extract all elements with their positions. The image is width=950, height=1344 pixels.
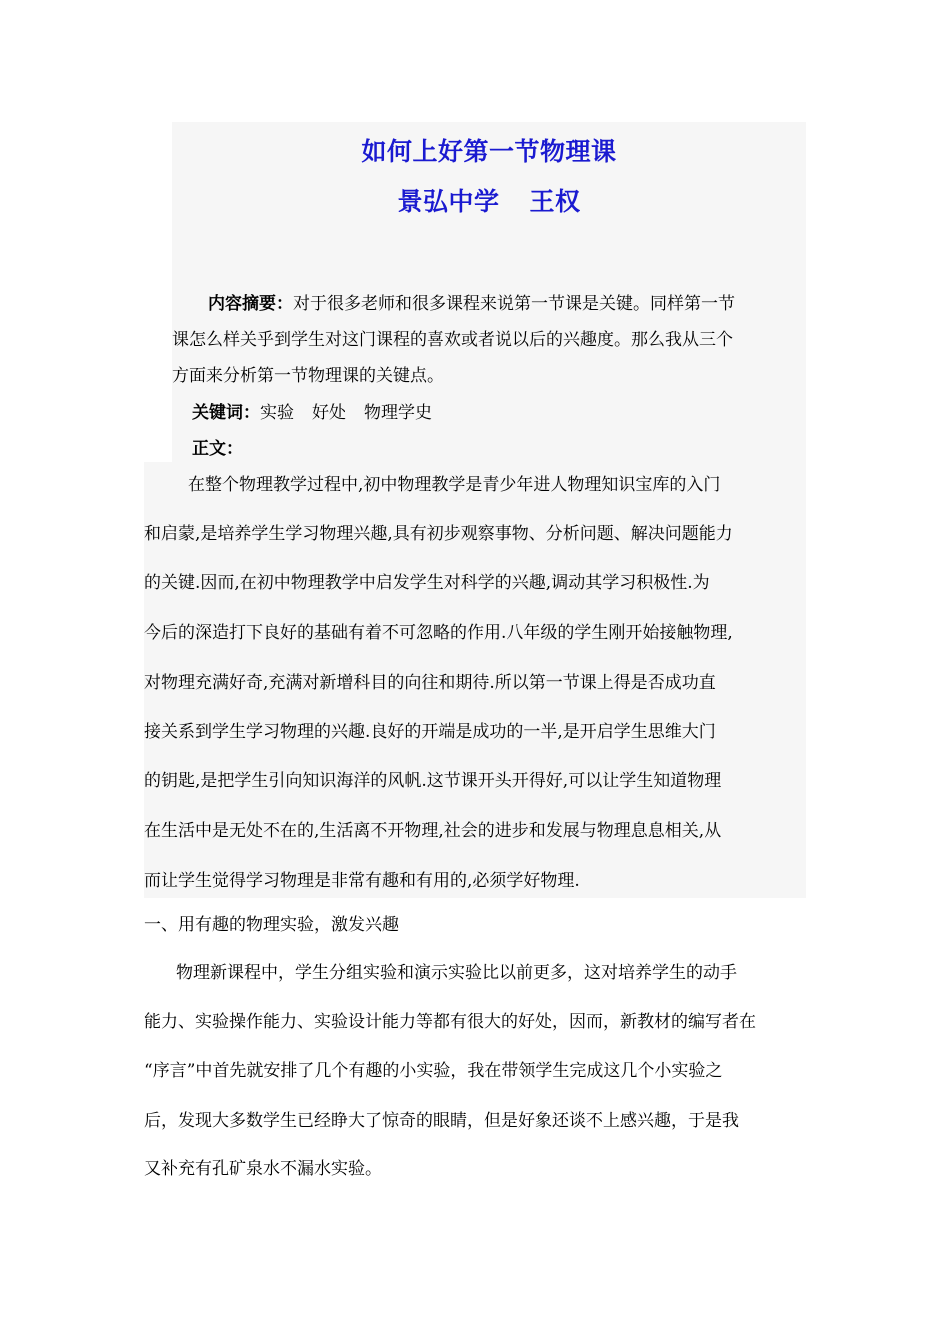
section-heading: 一、用有趣的物理实验，激发兴趣: [144, 915, 399, 935]
intro-line: 和启蒙,是培养学生学习物理兴趣,具有初步观察事物、分析问题、解决问题能力: [144, 524, 733, 544]
intro-line: 的钥匙,是把学生引向知识海洋的风帆.这节课开头开得好,可以让学生知道物理: [144, 771, 722, 791]
keyword: 好处: [312, 403, 346, 423]
keywords-label: 关键词：: [192, 403, 260, 423]
section-line: 又补充有孔矿泉水不漏水实验。: [144, 1159, 382, 1179]
keyword: 物理学史: [364, 403, 432, 423]
abstract-line: 课怎么样关乎到学生对这门课程的喜欢或者说以后的兴趣度。那么我从三个: [172, 330, 733, 350]
section-line: 物理新课程中，学生分组实验和演示实验比以前更多，这对培养学生的动手: [176, 963, 737, 983]
author-name: 王权: [529, 187, 581, 216]
intro-line: 的关键.因而,在初中物理教学中启发学生对科学的兴趣,调动其学习积极性.为: [144, 573, 710, 593]
abstract-line: 对于很多老师和很多课程来说第一节课是关键。同样第一节: [293, 294, 735, 314]
section-line: 能力、实验操作能力、实验设计能力等都有很大的好处，因而，新教材的编写者在: [144, 1012, 756, 1032]
author-school: 景弘中学: [397, 187, 500, 216]
abstract-label: 内容摘要：: [208, 294, 293, 314]
author-line: [172, 182, 806, 218]
intro-line: 今后的深造打下良好的基础有着不可忽略的作用.八年级的学生刚开始接触物理,: [144, 623, 733, 643]
keywords: [192, 398, 432, 428]
section-line: 后，发现大多数学生已经睁大了惊奇的眼睛，但是好象还谈不上感兴趣，于是我: [144, 1111, 739, 1131]
keyword: 实验: [260, 403, 294, 423]
main-text-label: 正文：: [192, 439, 243, 459]
section-line: “序言”中首先就安排了几个有趣的小实验，我在带领学生完成这几个小实验之: [144, 1061, 723, 1081]
intro-line: 而让学生觉得学习物理是非常有趣和有用的,必须学好物理.: [144, 871, 580, 891]
intro-line: 在整个物理教学过程中,初中物理教学是青少年进人物理知识宝库的入门: [188, 475, 721, 495]
document-title: 如何上好第一节物理课: [361, 137, 617, 166]
abstract-line: 方面来分析第一节物理课的关键点。: [172, 366, 444, 386]
intro-line: 对物理充满好奇,充满对新增科目的向往和期待.所以第一节课上得是否成功直: [144, 673, 716, 693]
abstract: [172, 286, 808, 394]
intro-line: 在生活中是无处不在的,生活离不开物理,社会的进步和发展与物理息息相关,从: [144, 821, 722, 841]
intro-line: 接关系到学生学习物理的兴趣.良好的开端是成功的一半,是开启学生思维大门: [144, 722, 716, 742]
